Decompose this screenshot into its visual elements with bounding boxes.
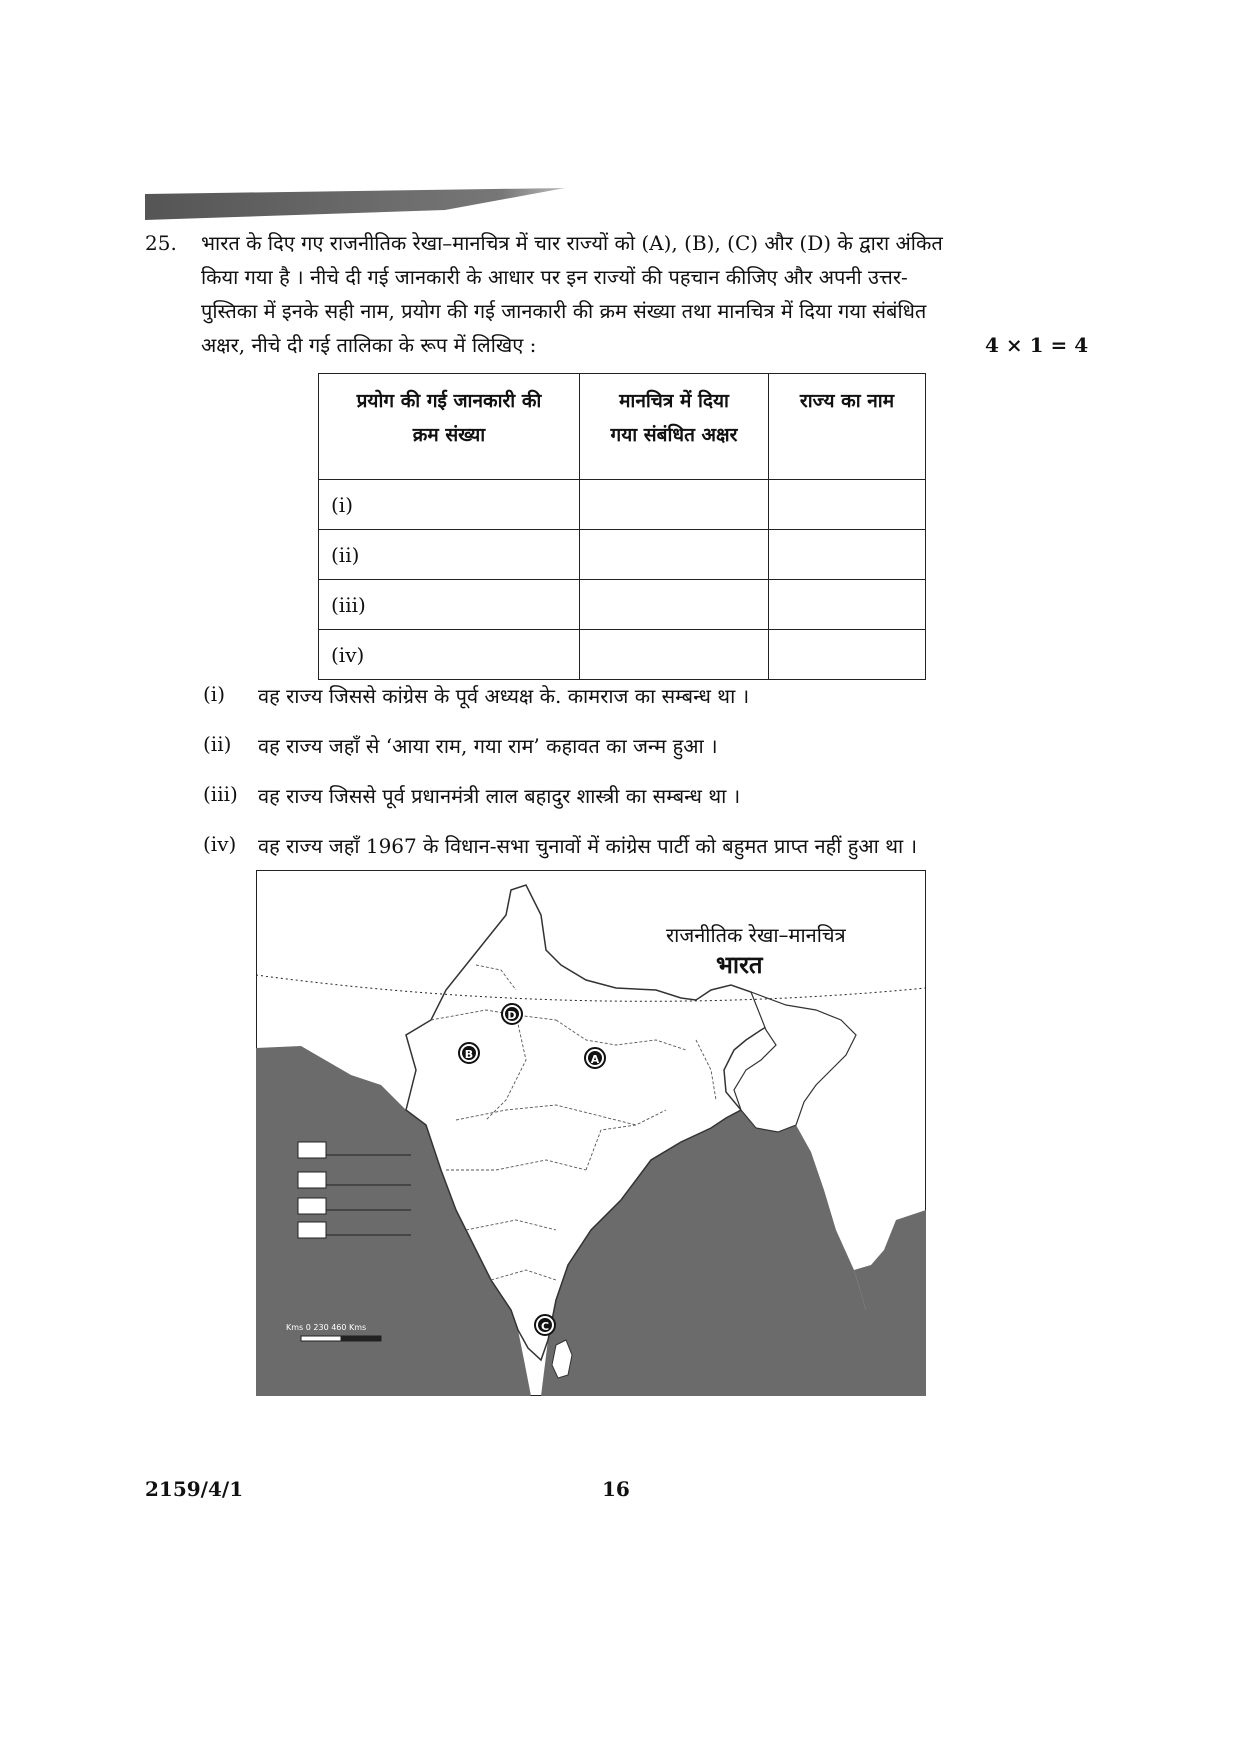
table-cell-empty [580, 530, 769, 580]
clue-text: वह राज्य जिससे पूर्व प्रधानमंत्री लाल बहादुर शास्त्री का सम्बन्ध था । [258, 784, 741, 808]
page-number: 16 [602, 1477, 630, 1501]
clue-text: वह राज्य जहाँ 1967 के विधान-सभा चुनावों में कांग्रेस पार्टी को बहुमत प्राप्त नहीं हुआ था । [258, 834, 918, 858]
answer-table [318, 373, 926, 680]
table-row [319, 480, 926, 530]
map-title: राजनीतिक रेखा–मानचित्र [666, 923, 846, 947]
svg-text:B: B [464, 1048, 474, 1061]
marker-a [585, 1048, 605, 1068]
svg-text:D: D [507, 1009, 517, 1022]
table-header-letter: मानचित्र में दिया गया संबंधित अक्षर [580, 374, 769, 480]
clue-text: वह राज्य जिससे कांग्रेस के पूर्व अध्यक्ष के. कामराज का सम्बन्ध था । [258, 684, 750, 708]
table-cell-serial: (i) [319, 480, 580, 530]
question-line: अक्षर, नीचे दी गई तालिका के रूप में लिखिए : [201, 333, 537, 357]
marker-c [535, 1315, 555, 1335]
clue-number: (iii) [203, 782, 238, 806]
marker-d [502, 1004, 522, 1024]
table-cell-empty [580, 580, 769, 630]
tropic-label: Tropic of Cancer [275, 959, 349, 980]
table-row [319, 580, 926, 630]
table-header-row [319, 374, 926, 480]
question-line: पुस्तिका में इनके सही नाम, प्रयोग की गई जानकारी की क्रम संख्या तथा मानचित्र में दिया गया संबंधित [201, 299, 927, 323]
table-cell-serial: (ii) [319, 530, 580, 580]
marker-b [459, 1043, 479, 1063]
table-header-serial: प्रयोग की गई जानकारी की क्रम संख्या [319, 374, 580, 480]
table-cell-empty [769, 480, 926, 530]
table-cell-empty [580, 480, 769, 530]
table-cell-empty [769, 580, 926, 630]
table-cell-empty [580, 630, 769, 680]
svg-text:A: A [590, 1053, 600, 1066]
map-subtitle: भारत [716, 951, 763, 979]
table-cell-serial: (iii) [319, 580, 580, 630]
clue-number: (iv) [203, 832, 237, 856]
table-row [319, 530, 926, 580]
table-cell-serial: (iv) [319, 630, 580, 680]
india-political-outline-map [256, 870, 926, 1396]
clue-text: वह राज्य जहाँ से ‘आया राम, गया राम’ कहावत का जन्म हुआ । [258, 734, 718, 758]
question-text [201, 226, 1091, 362]
question-marks: 4 × 1 = 4 [985, 333, 1089, 357]
question-line: भारत के दिए गए राजनीतिक रेखा–मानचित्र में चार राज्यों को (A), (B), (C) और (D) के द्वारा अंकित [201, 231, 943, 255]
table-row [319, 630, 926, 680]
table-header-state-name: राज्य का नाम [769, 374, 926, 480]
clue-number: (ii) [203, 732, 232, 756]
clue-number: (i) [203, 682, 226, 706]
question-number: 25. [145, 231, 177, 255]
question-line: किया गया है । नीचे दी गई जानकारी के आधार पर इन राज्यों की पहचान कीजिए और अपनी उत्तर- [201, 265, 908, 289]
svg-text:Kms 0 230 460 Kms: Kms 0 230 460 Kms [286, 1323, 367, 1332]
header-decoration-bar [145, 188, 565, 220]
svg-text:C: C [540, 1320, 550, 1333]
table-cell-empty [769, 630, 926, 680]
table-cell-empty [769, 530, 926, 580]
paper-code: 2159/4/1 [145, 1477, 244, 1501]
